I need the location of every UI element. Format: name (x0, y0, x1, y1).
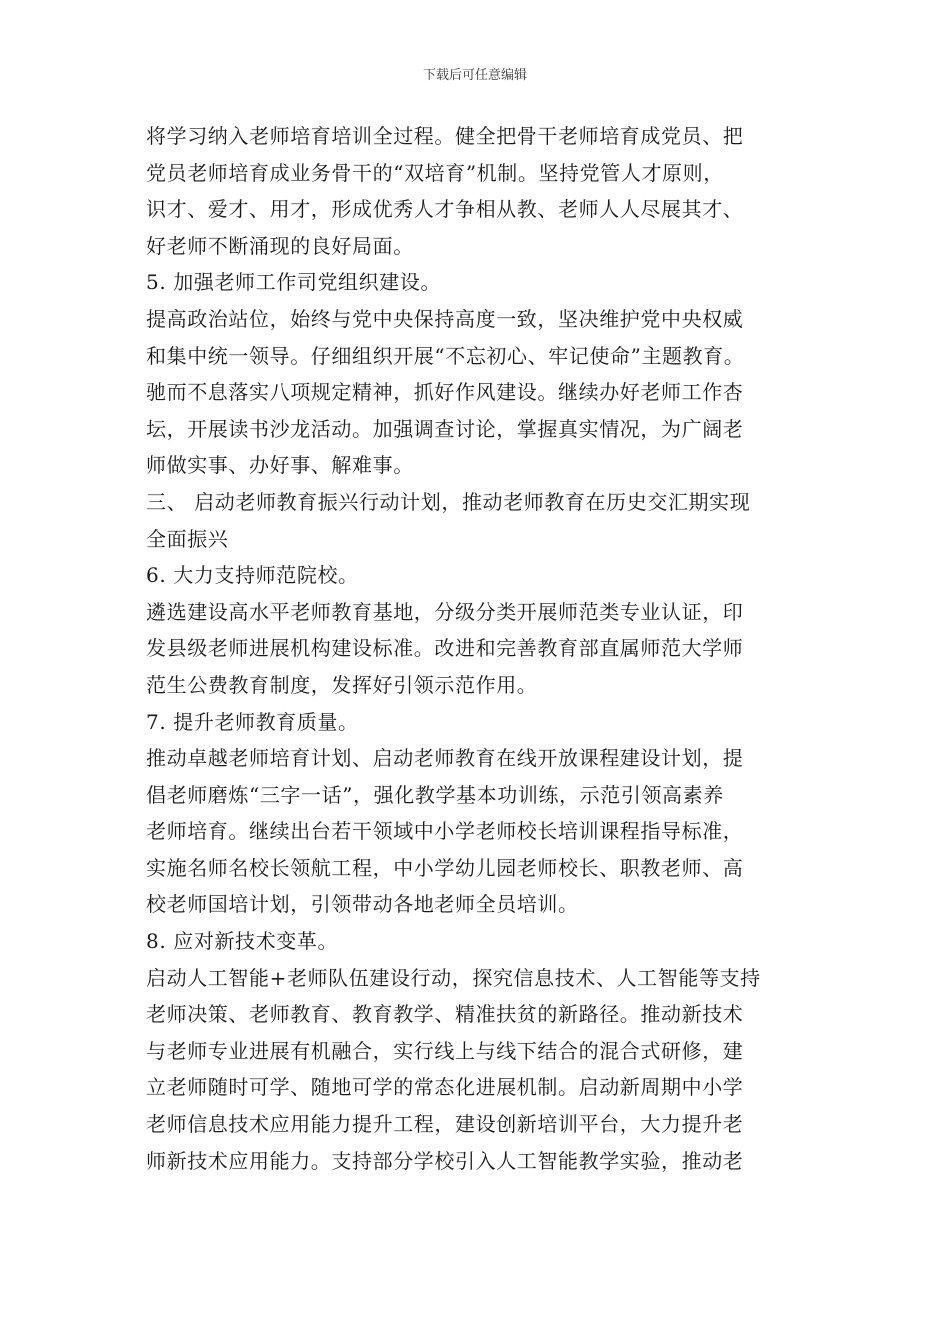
text-line: 识才、爱才、用才，形成优秀人才争相从教、老师人人尽展其才、 (146, 197, 744, 222)
text-line: 师新技术应用能力。支持部分学校引入人工智能教学实验，推动老 (146, 1148, 744, 1173)
text-line: 范生公费教育制度，发挥好引领示范作用。 (146, 672, 538, 697)
document-body (146, 118, 836, 1179)
chapter-heading: 三、 启动老师教育振兴行动计划，推动老师教育在历史交汇期实现 (146, 489, 751, 514)
text-line: 师做实事、办好事、解难事。 (146, 453, 414, 478)
text-line: 坛，开展读书沙龙活动。加强调查讨论，掌握真实情况，为广阔老 (146, 416, 744, 441)
page-header: 下载后可任意编辑 (422, 68, 527, 83)
text-line: 倡老师磨炼“三字一话”，强化教学基本功训练，示范引领高素养 (146, 782, 724, 807)
text-line: 好老师不断涌现的良好局面。 (146, 233, 414, 258)
text-line: 与老师专业进展有机融合，实行线上与线下结合的混合式研修，建 (146, 1038, 744, 1063)
text-line: 将学习纳入老师培育培训全过程。健全把骨干老师培育成党员、把 (146, 124, 744, 148)
text-line: 和集中统一领导。仔细组织开展“不忘初心、牢记使命”主题教育。 (146, 343, 745, 368)
text-line: 实施名师名校长领航工程，中小学幼儿园老师校长、职教老师、高 (146, 855, 744, 880)
text-line: 提高政治站位，始终与党中央保持高度一致，坚决维护党中央权威 (146, 306, 744, 331)
text-line: 推动卓越老师培育计划、启动老师教育在线开放课程建设计划，提 (146, 746, 744, 771)
section-heading: 6. 大力支持师范院校。 (146, 563, 359, 588)
section-heading: 8. 应对新技术变革。 (146, 929, 339, 954)
text-line: 老师信息技术应用能力提升工程，建设创新培训平台，大力提升老 (146, 1112, 744, 1137)
chapter-heading: 全面振兴 (146, 526, 229, 551)
text-line: 党员老师培育成业务骨干的“双培育”机制。坚持党管人才原则， (146, 160, 724, 185)
text-line: 启动人工智能+老师队伍建设行动，探究信息技术、人工智能等支持 (146, 965, 761, 990)
text-line: 遴选建设高水平老师教育基地，分级分类开展师范类专业认证，印 (146, 599, 744, 624)
text-line: 老师培育。继续出台若干领域中小学老师校长培训课程指导标准， (146, 819, 744, 844)
section-heading: 7. 提升老师教育质量。 (146, 709, 359, 734)
text-line: 驰而不息落实八项规定精神，抓好作风建设。继续办好老师工作杏 (146, 380, 744, 405)
section-heading: 5. 加强老师工作司党组织建设。 (146, 270, 442, 295)
text-line: 校老师国培计划，引领带动各地老师全员培训。 (146, 892, 579, 917)
text-line: 老师决策、老师教育、教育教学、精准扶贫的新路径。推动新技术 (146, 1002, 744, 1027)
text-line: 立老师随时可学、随地可学的常态化进展机制。启动新周期中小学 (146, 1075, 744, 1100)
text-line: 发县级老师进展机构建设标准。改进和完善教育部直属师范大学师 (146, 636, 744, 661)
